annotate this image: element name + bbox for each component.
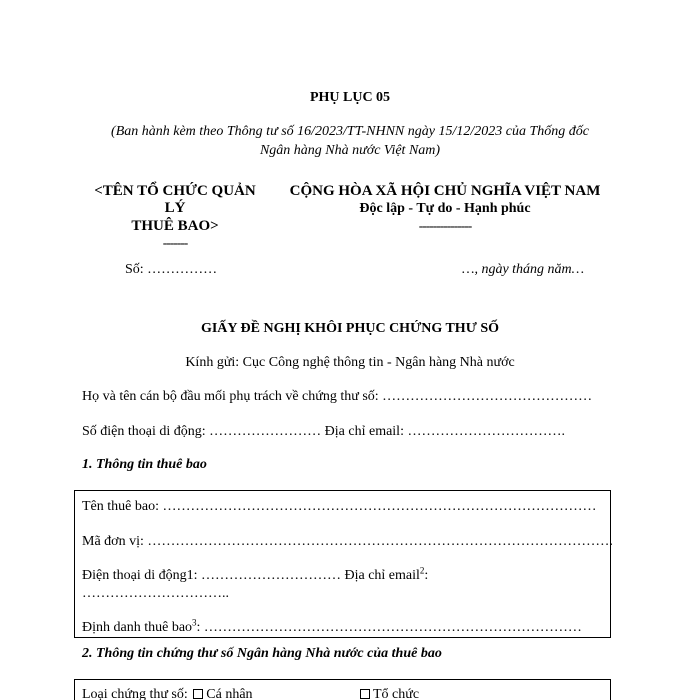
date-line: …, ngày tháng năm…: [462, 262, 585, 277]
option-organization-label: Tổ chức: [373, 687, 420, 700]
section1-heading: 1. Thông tin thuê bao: [82, 457, 207, 472]
identifier-label: Định danh thuê bao: [82, 620, 193, 635]
section2-heading: 2. Thông tin chứng thư số Ngân hàng Nhà nước của thuê bao: [82, 646, 442, 661]
unit-code-line: Mã đơn vị: ……………………………………………………………………………………….: [82, 534, 613, 549]
email-dots-line: …………………………..: [82, 586, 229, 601]
subscriber-name-line: Tên thuê bao: …………………………………………………………………………………: [82, 499, 597, 514]
identifier-line: [82, 617, 582, 636]
org-name-line3: THUÊ BAO>: [131, 218, 219, 234]
issued-note-line2: Ngân hàng Nhà nước Việt Nam): [259, 143, 441, 158]
left-divider: -------: [162, 235, 188, 250]
org-name-line1: <TÊN TỔ CHỨC QUẢN: [94, 183, 256, 199]
footnote-2: 2: [419, 565, 425, 576]
appendix-title: PHỤ LỤC 05: [309, 90, 391, 105]
cert-type-org: [358, 687, 419, 700]
cert-type-label: Loại chứng thư số:: [82, 687, 188, 700]
org-name-line2: LÝ: [164, 200, 186, 216]
nation-name: CỘNG HÒA XÃ HỘI CHỦ NGHĨA VIỆT NAM: [289, 183, 601, 199]
right-divider: ---------------: [418, 218, 472, 233]
recipient-line: Kính gửi: Cục Công nghệ thông tin - Ngân hàng Nhà nước: [185, 355, 515, 370]
mobile-email-line: [82, 565, 429, 584]
footnote-3: 3: [192, 617, 197, 628]
national-motto: Độc lập - Tự do - Hạnh phúc: [359, 201, 531, 216]
phone-email-line: Số điện thoại di động: …………………… Địa chỉ email: …………………………….: [82, 424, 565, 439]
issued-note-line1: (Ban hành kèm theo Thông tư số 16/2023/TT-NHNN ngày 15/12/2023 của Thống đốc: [111, 124, 589, 139]
document-number: Số: ……………: [125, 262, 218, 277]
mobile-email-text: Điện thoại di động1: ………………………… Địa chỉ email: [82, 568, 420, 583]
document-title: GIẤY ĐỀ NGHỊ KHÔI PHỤC CHỨNG THƯ SỐ: [200, 321, 500, 336]
checkbox-organization[interactable]: [360, 689, 370, 699]
contact-person-line: Họ và tên cán bộ đầu mối phụ trách về chứng thư số: ………………………………………: [82, 389, 593, 404]
identifier-dots: : ………………………………………………………………………: [196, 620, 582, 635]
email-colon: :: [424, 568, 429, 583]
checkbox-individual[interactable]: [193, 689, 203, 699]
cert-type-line: [82, 687, 253, 700]
option-individual-label: Cá nhân: [206, 687, 253, 700]
